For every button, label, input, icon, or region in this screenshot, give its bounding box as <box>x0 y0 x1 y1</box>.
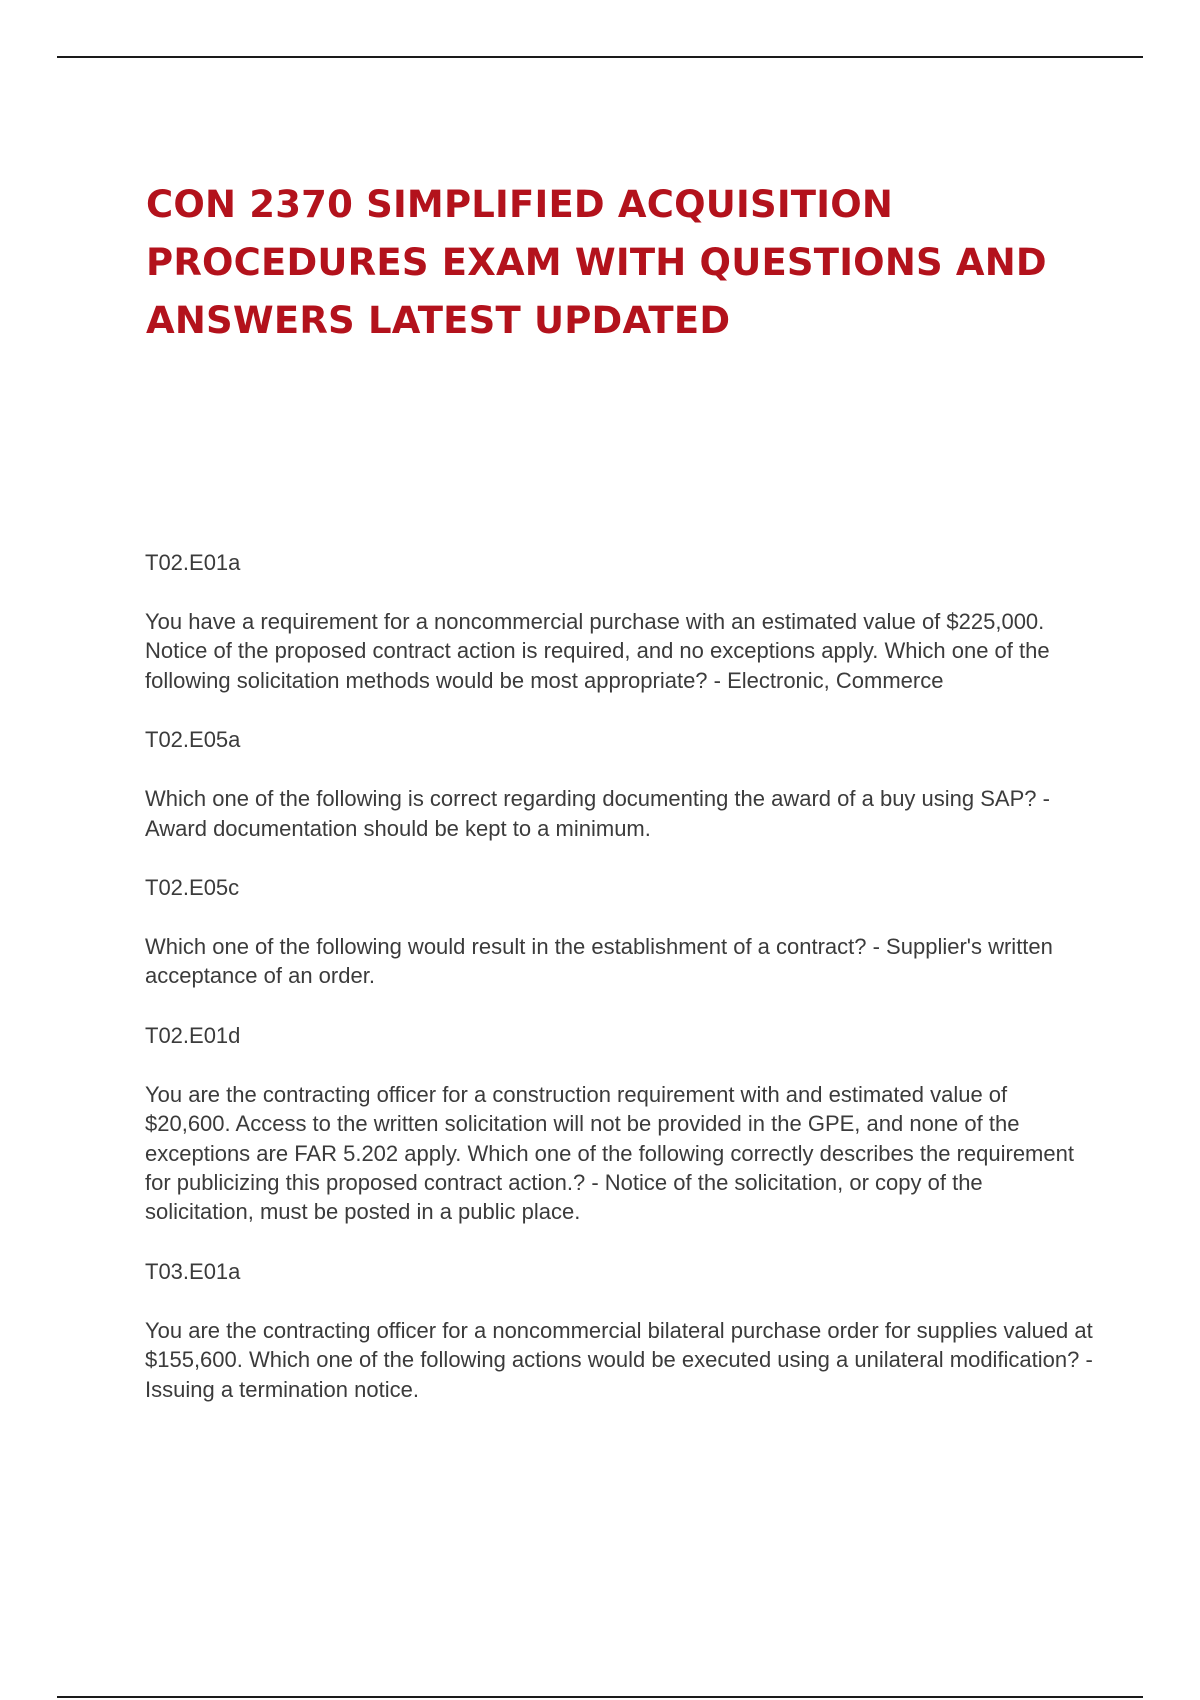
question-text: Which one of the following would result in the establishment of a contract? - Supplier's written acceptance of an order. <box>145 934 1053 989</box>
top-divider <box>57 56 1143 58</box>
document-title: CON 2370 SIMPLIFIED ACQUISITION PROCEDURES EXAM WITH QUESTIONS AND ANSWERS LATEST UPDATED <box>146 183 1047 342</box>
qa-item <box>145 873 1095 991</box>
question-id: T02.E05a <box>145 727 241 753</box>
qa-item <box>145 1021 1095 1227</box>
question-text: You are the contracting officer for a noncommercial bilateral purchase order for supplies valued at $155,600. Which one of the following actions would be executed using a unilateral modification? - Issuing a termination notice. <box>145 1317 1093 1402</box>
question-text: You have a requirement for a noncommercial purchase with an estimated value of $225,000. Notice of the proposed contract action is required, and no exceptions apply. Which one of the following solicitation methods would be most appropriate? - Electronic, Commerce <box>145 609 1050 693</box>
question-id: T02.E05c <box>145 875 240 901</box>
bottom-divider <box>57 1696 1143 1698</box>
qa-item <box>145 548 1095 695</box>
question-id: T02.E01d <box>145 1022 241 1048</box>
qa-item <box>145 725 1095 843</box>
question-id: T02.E01a <box>145 550 241 575</box>
question-text: You are the contracting officer for a construction requirement with and estimated value of $20,600. Access to the written solicitation will not be provided in the GPE, and none of the exceptions are FAR 5.202 apply. Which one of the following correctly describes the requirement for publicizing this proposed contract action.? - Notice of the solicitation, or copy of the solicitation, must be posted in a public place. <box>145 1081 1074 1225</box>
question-text: Which one of the following is correct regarding documenting the award of a buy using SAP? - Award documentation should be kept to a minimum. <box>145 786 1050 841</box>
qa-item <box>145 1257 1095 1404</box>
qa-list <box>145 548 1095 1434</box>
question-id: T03.E01a <box>145 1258 241 1284</box>
